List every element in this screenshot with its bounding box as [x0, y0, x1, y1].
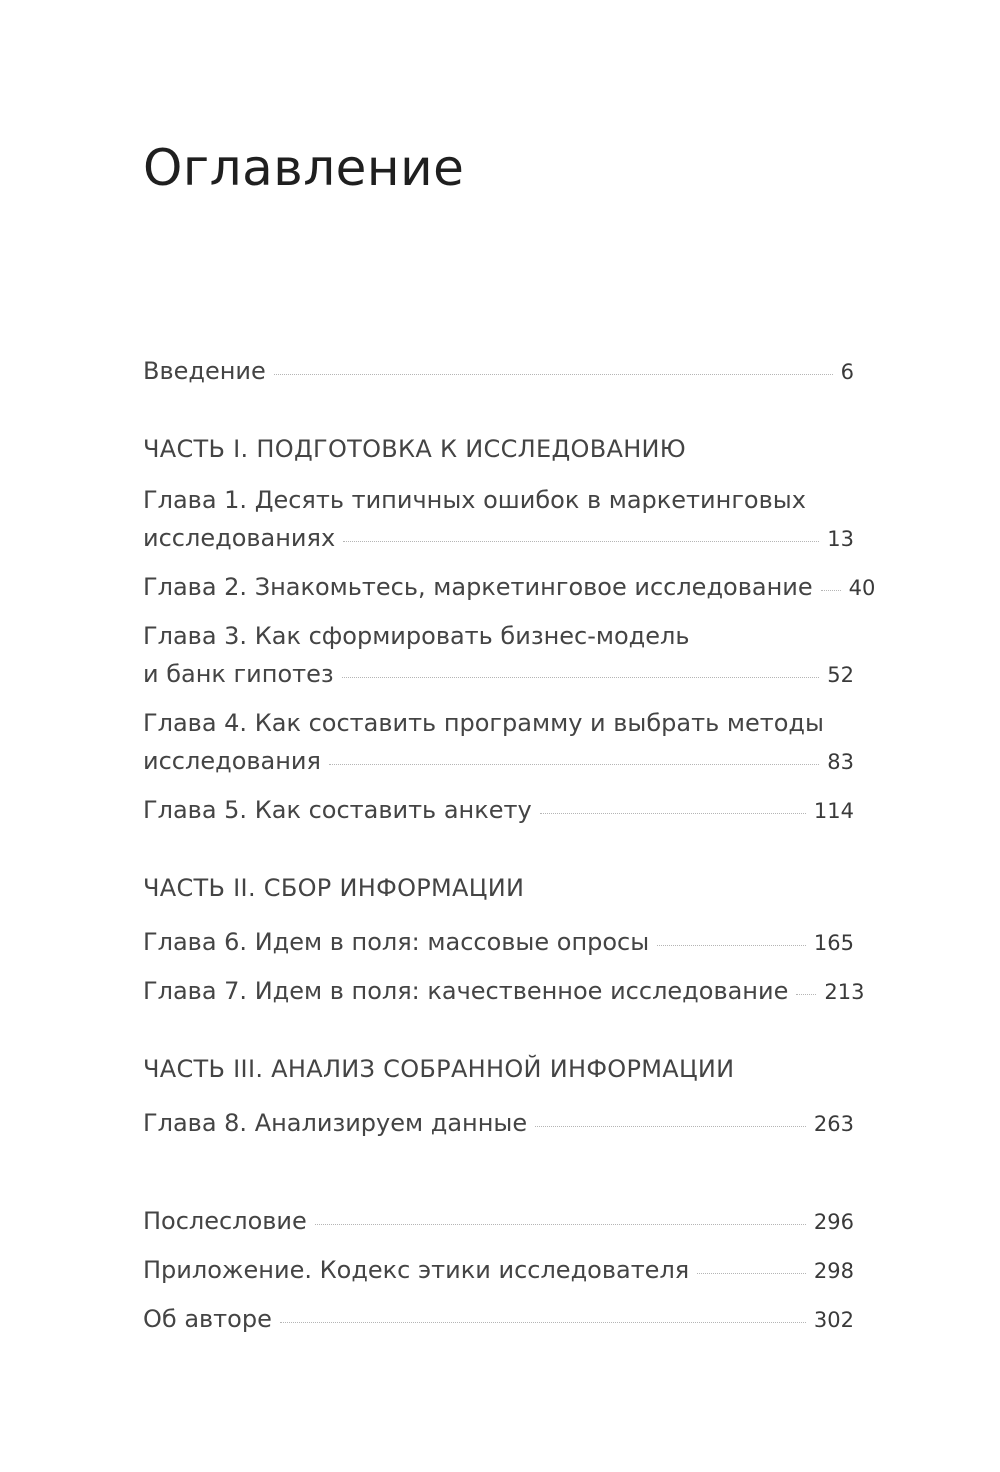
table-of-contents: [143, 352, 876, 1339]
dot-leader: [821, 590, 841, 591]
toc-entry-chapter-4[interactable]: [143, 704, 854, 781]
toc-entry-title: Глава 5. Как составить анкету: [143, 796, 532, 824]
toc-page-number: 213: [824, 980, 865, 1004]
toc-entry-title: Глава 3. Как сформировать бизнес-модель: [143, 622, 690, 650]
toc-page-number: 40: [848, 576, 876, 600]
toc-page-number: 83: [827, 750, 854, 774]
toc-entry-title: Глава 2. Знакомьтесь, маркетинговое исследование: [143, 573, 813, 601]
toc-page-number: 296: [813, 1210, 854, 1234]
toc-entry-title: Послесловие: [143, 1207, 307, 1235]
toc-entry-about-author[interactable]: [143, 1300, 854, 1339]
toc-entry-chapter-3[interactable]: [143, 617, 854, 694]
toc-entry-title: Введение: [143, 357, 266, 385]
toc-page-number: 52: [827, 663, 854, 687]
toc-entry-chapter-7[interactable]: [143, 972, 865, 1011]
toc-entry-title-continued: и банк гипотез: [143, 660, 334, 688]
dot-leader: [274, 374, 833, 375]
dot-leader: [315, 1224, 806, 1225]
toc-page-number: 13: [827, 527, 854, 551]
dot-leader: [657, 945, 806, 946]
toc-page-number: 114: [813, 799, 854, 823]
dot-leader: [280, 1322, 806, 1323]
toc-page-number: 263: [813, 1112, 854, 1136]
page-title: Оглавление: [143, 139, 465, 197]
toc-entry-title: Глава 4. Как составить программу и выбрать методы: [143, 709, 824, 737]
toc-entry-title: Глава 1. Десять типичных ошибок в маркетинговых: [143, 486, 806, 514]
toc-entry-chapter-6[interactable]: [143, 923, 854, 962]
part-heading: ЧАСТЬ III. АНАЛИЗ СОБРАННОЙ ИНФОРМАЦИИ: [143, 1055, 735, 1083]
part-heading: ЧАСТЬ I. ПОДГОТОВКА К ИССЛЕДОВАНИЮ: [143, 435, 687, 463]
part-heading: ЧАСТЬ II. СБОР ИНФОРМАЦИИ: [143, 874, 525, 902]
toc-entry-title: Приложение. Кодекс этики исследователя: [143, 1256, 690, 1284]
toc-entry-title: Глава 6. Идем в поля: массовые опросы: [143, 928, 650, 956]
toc-entry-chapter-2[interactable]: [143, 568, 876, 607]
toc-entry-intro[interactable]: [143, 352, 854, 391]
toc-entry-title-continued: исследования: [143, 747, 321, 775]
toc-page-number: 165: [813, 931, 854, 955]
toc-entry-title: Глава 7. Идем в поля: качественное исследование: [143, 977, 789, 1005]
toc-entry-title-continued: исследованиях: [143, 524, 336, 552]
toc-entry-title: Об авторе: [143, 1305, 272, 1333]
toc-entry-chapter-5[interactable]: [143, 791, 854, 830]
toc-entry-appendix[interactable]: [143, 1251, 854, 1290]
dot-leader: [535, 1126, 806, 1127]
toc-page-number: 298: [813, 1259, 854, 1283]
dot-leader: [697, 1273, 806, 1274]
toc-entry-chapter-1[interactable]: [143, 481, 854, 558]
toc-entry-chapter-8[interactable]: [143, 1104, 854, 1143]
toc-entry-title: Глава 8. Анализируем данные: [143, 1109, 528, 1137]
toc-entry-afterword[interactable]: [143, 1202, 854, 1241]
dot-leader: [329, 764, 819, 765]
dot-leader: [343, 541, 819, 542]
toc-page-number: 6: [840, 360, 854, 384]
dot-leader: [796, 994, 816, 995]
dot-leader: [540, 813, 806, 814]
dot-leader: [342, 677, 820, 678]
toc-page-number: 302: [813, 1308, 854, 1332]
